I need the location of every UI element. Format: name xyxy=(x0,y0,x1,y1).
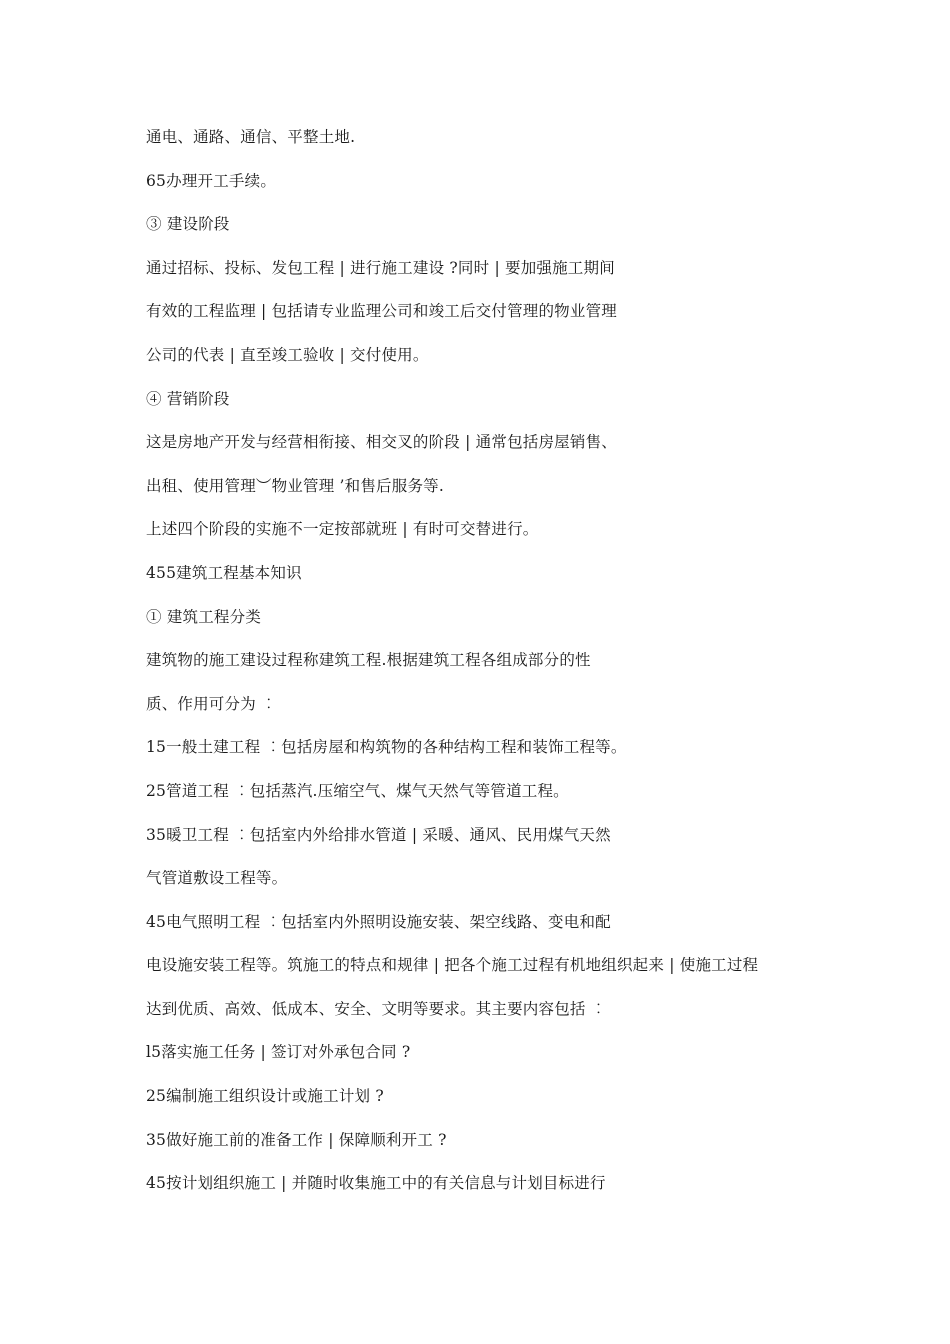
section-heading: ③ 建设阶段 xyxy=(146,215,230,234)
list-item: 25编制施工组织设计或施工计划 ? xyxy=(146,1087,384,1106)
text-line: 公司的代表 | 直至竣工验收 | 交付使用。 xyxy=(146,345,429,364)
text-line: 这是房地产开发与经营相衔接、相交叉的阶段 | 通常包括房屋销售、 xyxy=(146,433,617,452)
text-line: 有效的工程监理 | 包括请专业监理公司和竣工后交付管理的物业管理 xyxy=(146,302,617,321)
list-item: 45电气照明工程 ︰包括室内外照明设施安装、架空线路、变电和配 xyxy=(146,912,611,931)
text-line: 通过招标、投标、发包工程 | 进行施工建设 ?同时 | 要加强施工期间 xyxy=(146,258,615,277)
text-line: 出租、使用管理︶物业管理 ’和售后服务等. xyxy=(146,476,444,495)
section-heading: 455建筑工程基本知识 xyxy=(146,563,302,582)
text-line: 电设施安装工程等。筑施工的特点和规律 | 把各个施工过程有机地组织起来 | 使施工过程 xyxy=(146,956,759,975)
text-line: 65办理开工手续。 xyxy=(146,171,277,190)
list-item: 15一般土建工程 ︰包括房屋和构筑物的各种结构工程和装饰工程等。 xyxy=(146,738,627,757)
list-item: 25管道工程 ︰包括蒸汽.压缩空气、煤气天然气等管道工程。 xyxy=(146,781,569,800)
list-item: 35做好施工前的准备工作 | 保障顺利开工 ? xyxy=(146,1130,447,1149)
list-item: l5落实施工任务 | 签订对外承包合同 ? xyxy=(146,1043,411,1062)
text-line: 上述四个阶段的实施不一定按部就班 | 有时可交替进行。 xyxy=(146,520,539,539)
text-line: 达到优质、高效、低成本、安全、文明等要求。其主要内容包括 ︰ xyxy=(146,999,607,1018)
text-line: 通电、通路、通信、平整土地. xyxy=(146,128,356,146)
document-body xyxy=(146,123,906,1213)
list-item: 45按计划组织施工 | 并随时收集施工中的有关信息与计划目标进行 xyxy=(146,1174,606,1193)
section-heading: ① 建筑工程分类 xyxy=(146,607,262,626)
text-line: 气管道敷设工程等。 xyxy=(146,869,288,888)
section-heading: ④ 营销阶段 xyxy=(146,389,230,408)
text-line: 建筑物的施工建设过程称建筑工程.根据建筑工程各组成部分的性 xyxy=(146,651,591,670)
text-line: 质、作用可分为 ︰ xyxy=(146,694,277,713)
list-item: 35暖卫工程 ︰包括室内外给排水管道 | 采暖、通风、民用煤气天然 xyxy=(146,825,611,844)
